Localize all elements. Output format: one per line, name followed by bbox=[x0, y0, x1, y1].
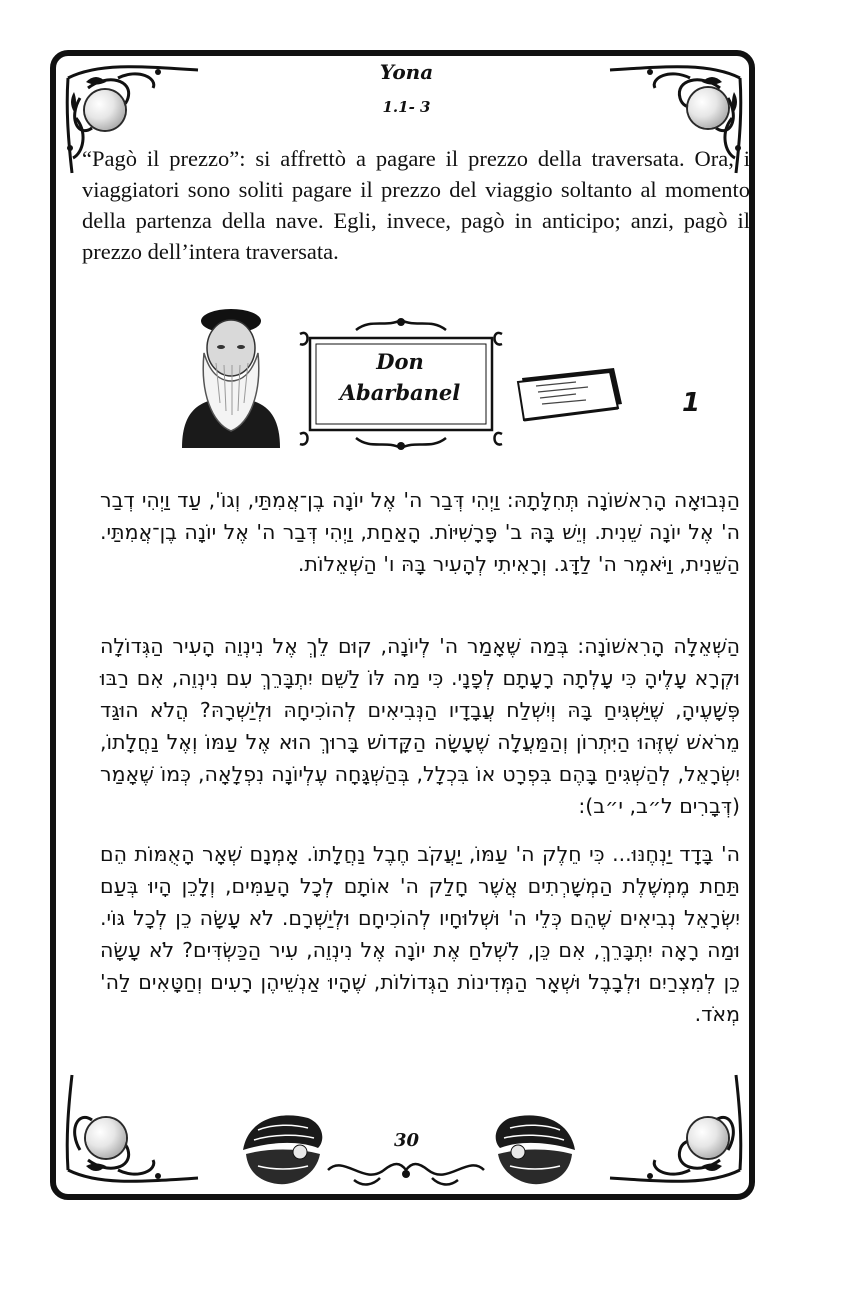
italian-commentary: “Pagò il prezzo”: si affrettò a pagare il prezzo della traversata. Ora, i viaggiatori sono soliti pagare il prezzo del viaggio soltanto al momento della partenza della nave. Egli, invece, pagò in anticipo; anzi, pagò il prezzo dell’intera traversata. bbox=[82, 146, 750, 264]
verse-reference: 1.1- 3 bbox=[382, 98, 431, 116]
book-title: Yona bbox=[379, 60, 434, 84]
footer-flourish-icon bbox=[324, 1150, 488, 1190]
commentator-name-line1: Don bbox=[376, 349, 424, 374]
hebrew-paragraph: הַשְּׁאֵלָה הָרִאשׁוֹנָה: בְּמַה שֶּׁאָמַר ה' לְיוֹנָה, קוּם לֵךְ אֶל נִינְוֵה הָעִיר הַגְּדוֹלָה וּקְרָא עָלֶיהָ כִּי עָלְתָה רָעָתָם לְפָנָי. כִּי מַה לּוֹ לַשֵּׁם יִתְבָּרֵךְ עִם נִינְוֵה, אִם רַבּוּ פְּשָׁעֶיהָ, שֶׁיַּשְׁגִּיחַ בָּהּ וְיִשְׁלַח עֲבָדָיו הַנְּבִיאִים לְהוֹכִיחָהּ וּלְיַשְּׁרָהּ? הֲלֹא הוּגַּד מֵרֹאשׁ שֶׁזֶּהוּ הַיִּתְרוֹן וְהַמַּעֲלָה שֶׁעָשָׂה הַקָּדוֹשׁ בָּרוּךְ הוּא אֶל עַמּוֹ וְאֶל נַחֲלָתוֹ, יִשְׂרָאֵל, לְהַשְׁגִּיחַ בָּהֶם בִּפְרָט אוֹ בִּכְלָל, בְּהַשְׁגָּחָה עֶלְיוֹנָה נִפְלָאָה, כְּמוֹ שֶׁאָמַר (דְּבָרִים ל״ב, י״ב): bbox=[100, 634, 740, 818]
hebrew-paragraph: הַנְּבוּאָה הָרִאשׁוֹנָה תְּחִלָּתָהּ: וַיְהִי דְּבַר ה' אֶל יוֹנָה בֶן־אֲמִתַּי, וְגוֹ', עַד וַיְהִי דְבַר ה' אֶל יוֹנָה שֵׁנִית. וְיֵשׁ בָּהּ ב' פָּרָשִׁיּוֹת. הָאַחַת, וַיְהִי דְּבַר ה' אֶל יוֹנָה בֶן־אֲמִתַּי. הַשֵּׁנִית, וַיֹּאמֶר ה' לַדָּג. וְרָאִיתִי לְהָעִיר בָּהּ ו' הַשְּׁאֵלוֹת. bbox=[100, 488, 740, 576]
rabbi-portrait-icon bbox=[172, 303, 290, 448]
section-number: 1 bbox=[682, 388, 701, 418]
commentator-name bbox=[300, 346, 500, 408]
commentator-name-line2: Abarbanel bbox=[339, 380, 461, 405]
letter-envelope-icon bbox=[514, 364, 624, 424]
page-number: 30 bbox=[393, 1130, 420, 1151]
hebrew-paragraph: ה' בָּדָד יַנְחֶנּוּ... כִּי חֵלֶק ה' עַמּוֹ, יַעֲקֹב חֶבֶל נַחֲלָתוֹ. אָמְנָם שְׁאָר הָאֻמּוֹת הֵם תַּחַת מֶמְשֶׁלֶת הַמְשָׁרְתִים אֲשֶׁר חָלַק ה' אוֹתָם לְכָל הָעַמִּים, וְלָכֵן הָיוּ בְּעַם יִשְׂרָאֵל נְבִיאִים שֶׁהֵם כְּלֵי ה' וּשְׁלוּחָיו לְהוֹכִיחָם וּלְיַשְּׁרָם. לֹא עָשָׂה כֵן לְכָל גּוֹי. וּמַה רָאָה יִתְבָּרֵךְ, אִם כֵּן, לִשְׁלֹחַ אֶת יוֹנָה אֶל נִינְוֵה, עִיר הַכַּשְׂדִּים? לֹא עָשָׂה כֵן לְמִצְרַיִם וּלְבָבֶל וּשְׁאָר הַמְּדִינוֹת הַגְּדוֹלוֹת, שֶׁהָיוּ אַנְשֵׁיהֶן רָעִים וְחַטָּאִים לַה' מְאֹד. bbox=[100, 842, 740, 1026]
